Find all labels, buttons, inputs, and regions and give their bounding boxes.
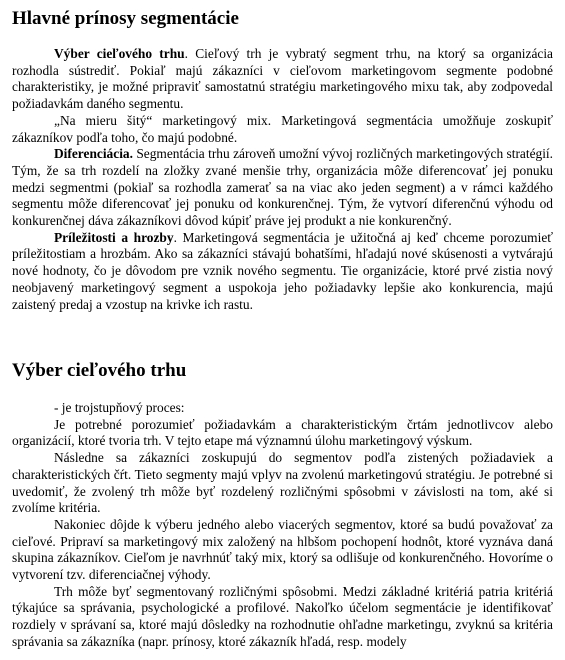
paragraph-opportunities [12, 230, 553, 314]
term-target-market: Výber cieľového trhu [54, 46, 185, 61]
paragraph-target-market [12, 46, 553, 113]
heading-main-benefits: Hlavné prínosy segmentácie [12, 8, 239, 29]
paragraph-step-2: Následne sa zákazníci zoskupujú do segmentov podľa zistených požiadaviek a charakteristických čŕt. Tieto segmenty majú vplyv na zvolenú marketingovú stratégiu. Je potrebné si uvedomiť, že zvolený trh môže byť rozdelený rozličnými spôsobmi v závislosti na tom, aké si zvolíme kritéria. [12, 450, 553, 516]
paragraph-process-intro: - je trojstupňový proces: [54, 400, 185, 415]
paragraph-text: . Marketingová segmentácia je užitočná aj keď chceme porozumieť príležitostiam a hrozbám. Ako sa zákazníci stávajú bohatšími, hľadajú nové skúsenosti a vytvárajú nové hodnoty, čo je dôvodom pre vznik nového segmentu. Tie organizácie, ktoré prvé zistia nový neobjavený marketingový segment a uspokoja jeho požiadavky lepšie ako konkurencia, majú zaistený predaj a vzostup na krivke ich rastu. [12, 229, 553, 312]
paragraph-step-3: Nakoniec dôjde k výberu jedného alebo viacerých segmentov, ktoré sa budú považovať za cieľové. Pripraví sa marketingový mix založený na hlbšom pochopení hodnôt, ktoré vyznáva daná skupina zákazníkov. Cieľom je navrhnúť taký mix, ktorý sa odlišuje od konkurenčného. Hovoríme o vytvorení tzv. diferenciačnej výhody. [12, 516, 553, 583]
section-target-market-selection [12, 400, 553, 651]
paragraph-text: Segmentácia trhu zároveň umožní vývoj rozličných marketingových stratégií. Tým, že sa trh rozdelí na zložky zvané menšie trhy, organizácia môže diferencovať jej ponuku medzi segmentmi (pokiaľ sa rozhodla zamerať sa na viac ako jeden segment) a v rámci každého segmentu môže diferencovať jej ponuku od konkurenčnej. Tým, že vytvorí diferenčnú výhodu od konkurenčnej dáva zákazníkovi dôvod kúpiť práve jej produkt a nie konkurenčný. [12, 146, 553, 229]
term-differentiation: Diferenciácia. [54, 146, 133, 162]
paragraph-text: . Cieľový trh je vybratý segment trhu, na ktorý sa organizácia rozhodla sústrediť. Pokiaľ majú zákazníci v cieľovom marketingovom segmente podobné charakteristiky, je možné pripraviť samostatnú stratégiu marketingového mixu tak, aby zodpovedal požiadavkám daného segmentu. [12, 46, 554, 112]
section-benefits [12, 46, 553, 313]
heading-target-market-selection: Výber cieľového trhu [12, 360, 187, 381]
paragraph-step-1: Je potrebné porozumieť požiadavkám a charakteristickým črtám jednotlivcov alebo organizácií, ktoré tvoria trh. V tejto etape má významnú úlohu marketingový výskum. [12, 416, 553, 449]
term-opportunities: Príležitosti a hrozby [54, 229, 174, 245]
paragraph-tailored-mix: „Na mieru šitý“ marketingový mix. Marketingová segmentácia umožňuje zoskupiť zákazníkov podľa toho, čo majú podobné. [12, 112, 553, 145]
paragraph-segmentation-criteria: Trh môže byť segmentovaný rozličnými spôsobmi. Medzi základné kritériá patria kritériá týkajúce sa správania, psychologické a profilové. Nakoľko účelom segmentácie je identifikovať rozdiely v správaní sa, ktoré majú dôsledky na rozhodnutie ohľadne marketingu, zvyknú sa kritéria správania sa zákazníka (napr. prínosy, ktoré zákazník hľadá, resp. modely [12, 583, 553, 649]
paragraph-differentiation [12, 146, 553, 230]
